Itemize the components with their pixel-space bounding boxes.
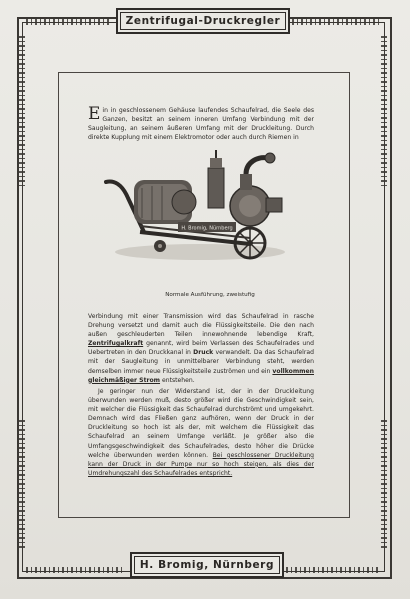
ornament-bottom-left xyxy=(26,567,124,573)
body-paragraph-2 xyxy=(88,387,314,478)
page-title: Zentrifugal-Druckregler xyxy=(116,8,290,34)
ornament-bottom-right xyxy=(286,567,380,573)
body-text: Verbindung mit einer Transmission wird das Schaufelrad in rasche Drehung versetzt und damit auch die Flüssigkeitsteile. Die den nach außen geschleuderten Teilen innewohnende lebendige Kraft, xyxy=(88,313,314,339)
ornament-left-bottom xyxy=(19,420,25,550)
illustration-caption: Normale Ausführung, zweistufig xyxy=(165,292,255,298)
body-paragraph-1 xyxy=(88,312,314,385)
body-text: entstehen. xyxy=(160,376,195,384)
intro-paragraph xyxy=(88,106,314,142)
ornament-left-top xyxy=(19,36,25,186)
company-footer: H. Bromig, Nürnberg xyxy=(130,552,284,578)
ornament-top-right xyxy=(292,19,380,25)
ornament-right-top xyxy=(381,36,387,186)
nameplate-text: H. Bromig, Nürnberg xyxy=(181,225,233,232)
ornament-top-left xyxy=(26,19,110,25)
emphasis-pressure-note: Bei geschlossener Druckleitung kann der Druck in der Pumpe nur so hoch steigen, als dies der Umdrehungszahl des Schaufelrades entspricht. xyxy=(88,451,314,477)
emphasis-druck: Druck xyxy=(193,349,214,357)
drop-cap: E xyxy=(88,104,101,124)
body-text: Je geringer nun der Widerstand ist, der in der Druckleitung überwunden werden muß, desto größer wird die Geschwindigkeit sein, mit welcher die Flüssigkeit das Schaufelrad durchströmt und umgekehrt. Demnach wird das Fließen ganz aufhören, wenn der Druck in der Druckleitung so hoch ist als der, mit welchem die Flüssigkeit das Schaufelrad an seinem Umfange verläßt. Je größer also die Umfangsgeschwindigkeit des Schaufelrades, desto höher die Drücke welche überwunden werden können. xyxy=(88,388,314,459)
intro-text: in in geschlossenem Gehäuse laufendes Schaufelrad, die Seele des Ganzen, besitzt an seinem inneren Umfang Verbindung mit der Saugleitung, an seinem äußeren Umfang mit der Druckleitung. Durch direkte Kupplung mit einem Elektromotor oder auch durch Riemen in xyxy=(88,107,314,142)
emphasis-gleichmaessiger-strom: vollkommen gleichmäßiger Strom xyxy=(88,367,314,384)
pump-illustration xyxy=(100,140,290,265)
ornament-right-bottom xyxy=(381,420,387,550)
emphasis-zentrifugalkraft: Zentrifugalkraft xyxy=(88,340,144,348)
body-text: verwandelt. Da das Schaufelrad mit der Saugleitung in unmittelbarer Verbindung steht, werden demselben immer neue Flüssigkeitsteile zuströmen und ein xyxy=(88,349,314,375)
body-text: genannt, wird beim Verlassen des Schaufelrades und Uebertreten in den Druckkanal in xyxy=(88,340,314,357)
